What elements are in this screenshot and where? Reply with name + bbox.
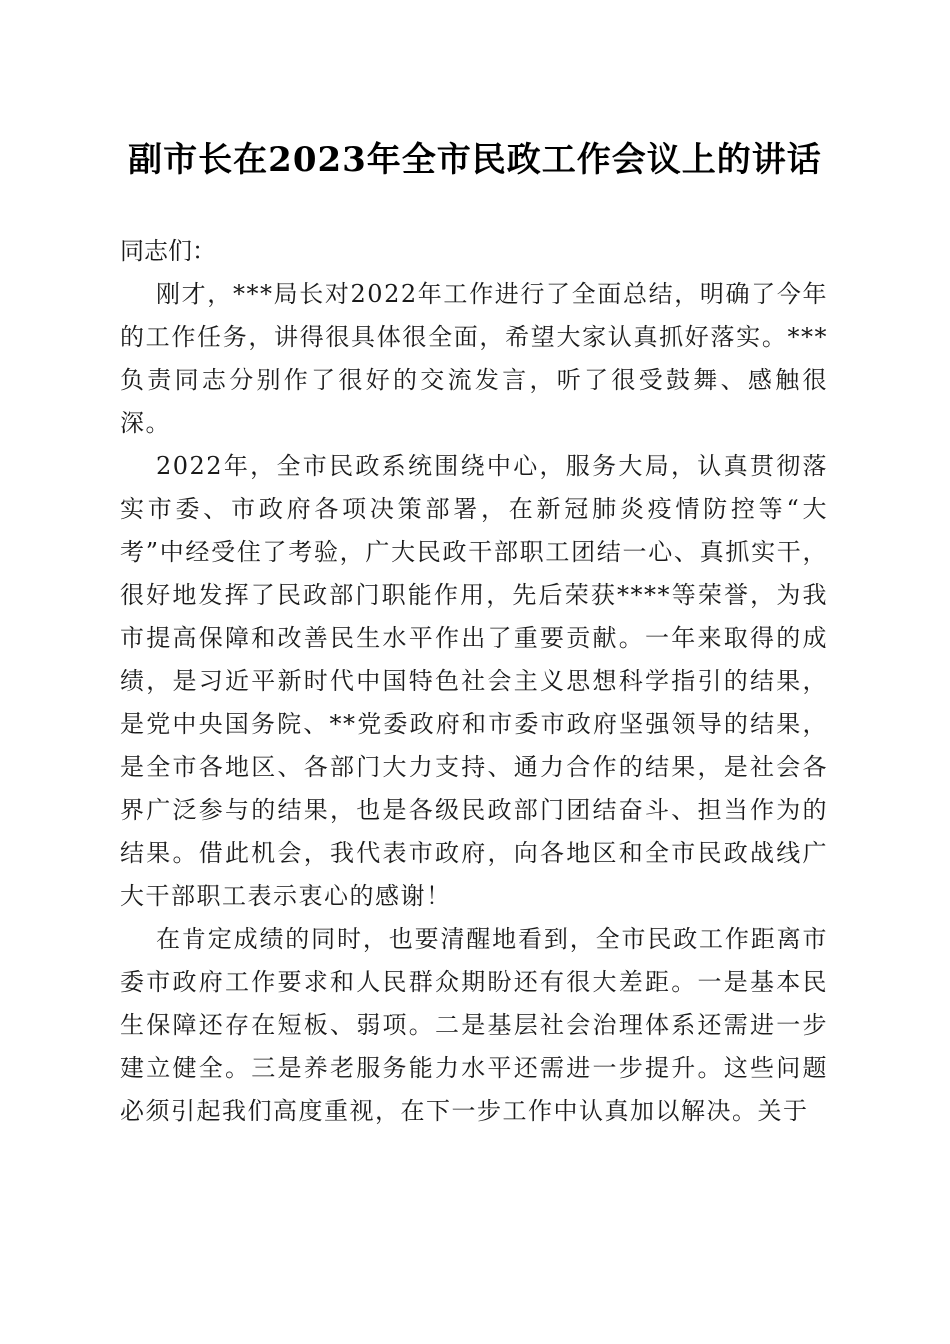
paragraph-1: 刚才，***局长对2022年工作进行了全面总结，明确了今年的工作任务，讲得很具体很全面，希望大家认真抓好落实。***负责同志分别作了很好的交流发言，听了很受鼓舞、感触很深。 [120,280,828,437]
document-body [120,230,828,1133]
salutation: 同志们： [120,237,216,265]
paragraph-2: 2022年，全市民政系统围绕中心，服务大局，认真贯彻落实市委、市政府各项决策部署，在新冠肺炎疫情防控等“大考”中经受住了考验，广大民政干部职工团结一心、真抓实干，很好地发挥了民政部门职能作用，先后荣获****等荣誉，为我市提高保障和改善民生水平作出了重要贡献。一年来取得的成绩，是习近平新时代中国特色社会主义思想科学指引的结果，是党中央国务院、**党委政府和市委市政府坚强领导的结果，是全市各地区、各部门大力支持、通力合作的结果，是社会各界广泛参与的结果，也是各级民政部门团结奋斗、担当作为的结果。借此机会，我代表市政府，向各地区和全市民政战线广大干部职工表示衷心的感谢！ [120,452,828,910]
document-title: 副市长在2023年全市民政工作会议上的讲话 [128,140,822,180]
paragraph-3: 在肯定成绩的同时，也要清醒地看到，全市民政工作距离市委市政府工作要求和人民群众期盼还有很大差距。一是基本民生保障还存在短板、弱项。二是基层社会治理体系还需进一步建立健全。三是养老服务能力水平还需进一步提升。这些问题必须引起我们高度重视，在下一步工作中认真加以解决。关于 [120,925,828,1125]
